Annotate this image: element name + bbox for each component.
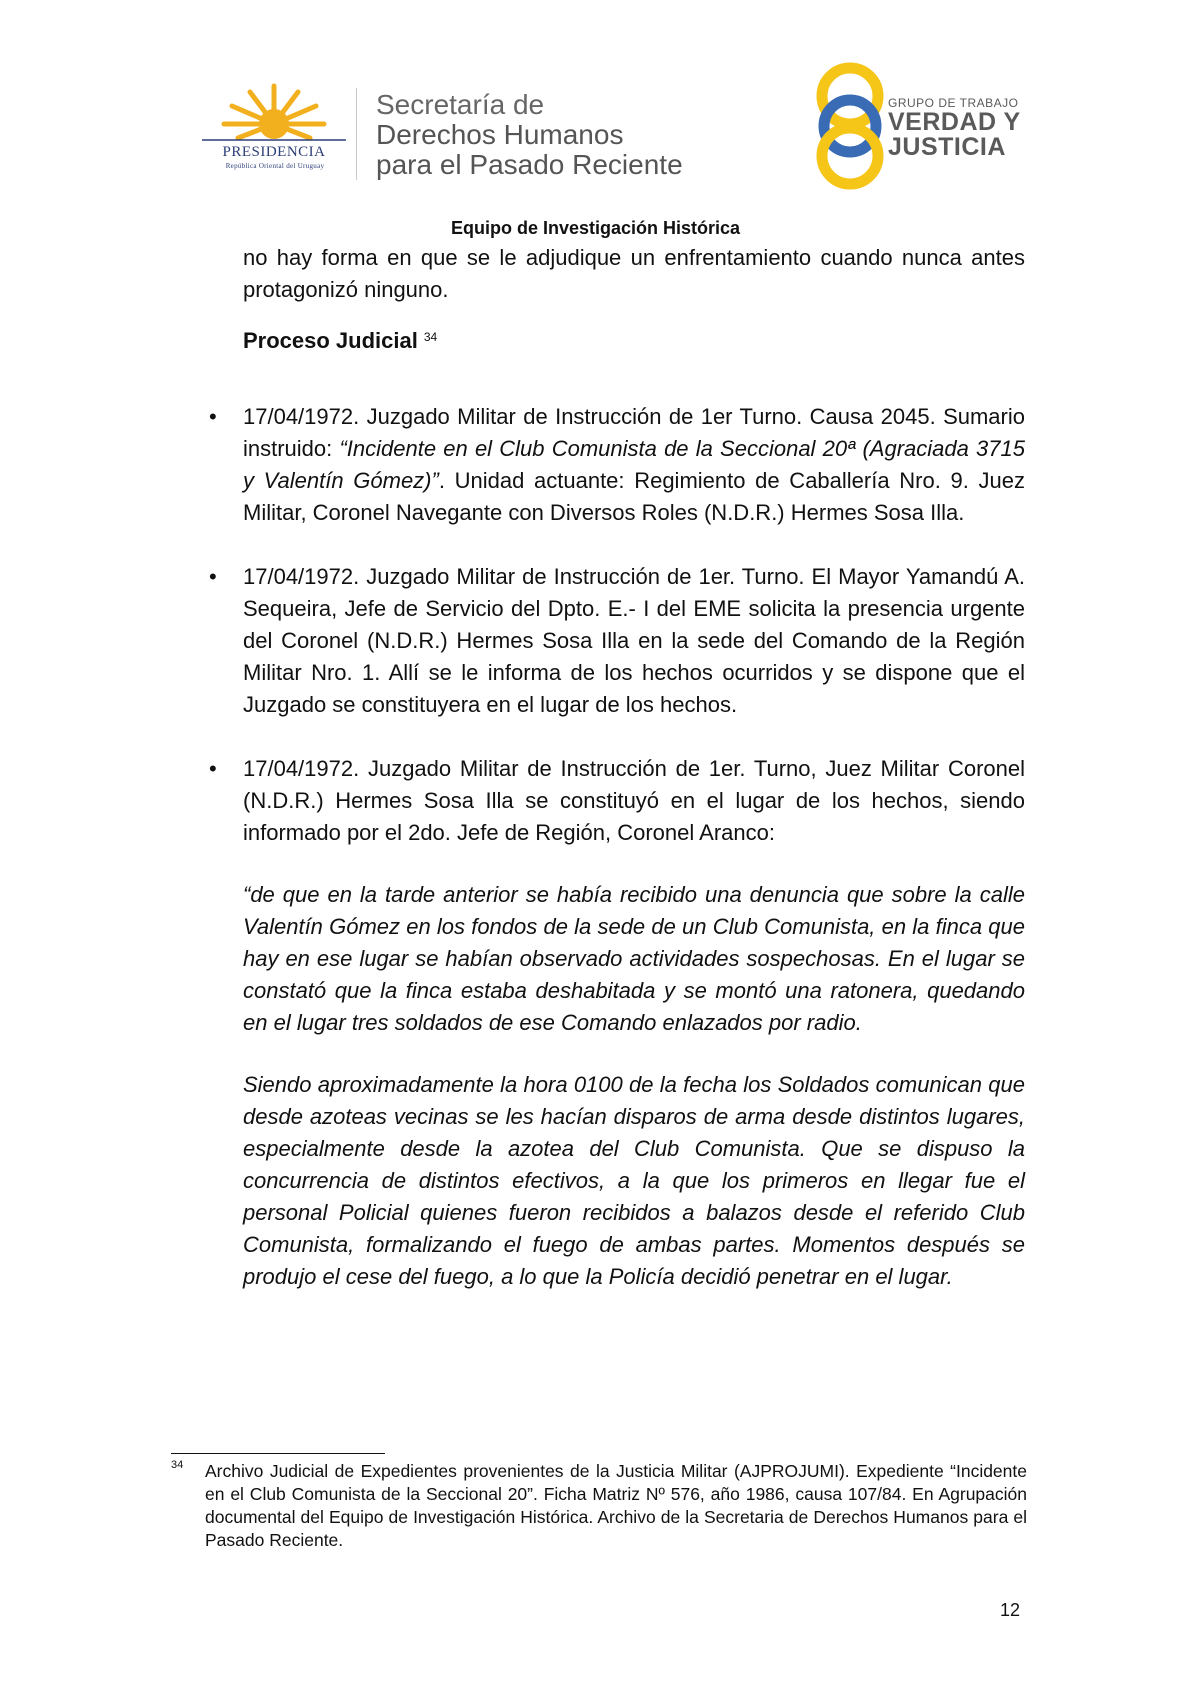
secretaria-line3: para el Pasado Reciente — [376, 149, 683, 180]
list-item — [243, 753, 1025, 1293]
grupo-trabajo-small: GRUPO DE TRABAJO — [888, 96, 1019, 110]
presidencia-subtitle: República Oriental del Uruguay — [225, 162, 325, 170]
quote-paragraph: Siendo aproximadamente la hora 0100 de la fecha los Soldados comunican que desde azoteas vecinas se les hacían disparos de arma desde distintos lugares, especialmente desde la azotea del Club Comunista. Que se dispuso la concurrencia de distintos efectivos, a la que los primeros en llegar fue el personal Policial quienes fueron recibidos a balazos desde el referido Club Comunista, formalizando el fuego de ambas partes. Momentos después se produjo el cese del fuego, a lo que la Policía decidió penetrar en el lugar. — [243, 1072, 1025, 1289]
grupo-verdad: VERDAD Y — [888, 108, 1021, 136]
page-header — [0, 0, 1191, 238]
secretaria-line2: Derechos Humanos — [376, 119, 624, 150]
section-heading-text: Proceso Judicial — [243, 328, 418, 353]
bullet3-text: 17/04/1972. Juzgado Militar de Instrucción de 1er. Turno, Juez Militar Coronel (N.D.R.) Hermes Sosa Illa se constituyó en el lugar de los hechos, siendo informado por el 2do. Jefe de Región, Coronel Aranco: — [243, 756, 1025, 845]
bullet1-text-a: 17/04/1972. Juzgado Militar de Instrucción de 1er Turno. Causa 2045. Sumario instruido: — [243, 404, 1025, 461]
section-heading — [243, 325, 1025, 357]
header-divider — [356, 88, 357, 180]
document-body — [243, 242, 1025, 1325]
bullet1-text-b: . Unidad actuante: Regimiento de Caballería Nro. 9. Juez Militar, Coronel Navegante con Diversos Roles (N.D.R.) Hermes Sosa Illa. — [243, 468, 1025, 525]
footnote-divider — [171, 1453, 385, 1454]
bullet1-quote: “Incidente en el Club Comunista de la Seccional 20ª (Agraciada 3715 y Valentín Gómez)” — [243, 436, 1025, 493]
page-number: 12 — [1000, 1600, 1021, 1620]
presidencia-label: PRESIDENCIA — [222, 144, 326, 160]
secretaria-line1: Secretaría de — [376, 89, 545, 120]
bullet-list — [243, 401, 1025, 1293]
grupo-trabajo-text — [888, 96, 1021, 160]
footnote-mark: 34 — [171, 1459, 184, 1471]
list-item — [243, 401, 1025, 529]
footnote-reference: 34 — [423, 330, 438, 344]
grupo-justicia: JUSTICIA — [888, 133, 1006, 161]
footnote-text: Archivo Judicial de Expedientes provenientes de la Justicia Militar (AJPROJUMI). Expediente “Incidente en el Club Comunista de la Seccional 20”. Ficha Matriz Nº 576, año 1986, causa 107/84. En Agrupación documental del Equipo de Investigación Histórica. Archivo de la Secretaria de Derechos Humanos para el Pasado Reciente. — [205, 1461, 1027, 1550]
quote-paragraph: “de que en la tarde anterior se había recibido una denuncia que sobre la calle Valentín Gómez en los fondos de la sede de un Club Comunista, en la finca que hay en ese lugar se habían observado actividades sospechosas. En el lugar se constató que la finca estaba deshabitada y se montó una ratonera, quedando en el lugar tres soldados de ese Comando enlazados por radio. — [243, 882, 1025, 1035]
secretaria-title — [376, 90, 683, 180]
list-item: • 17/04/1972. Juzgado Militar de Instrucción de 1er. Turno. El Mayor Yamandú A. Sequeira, Jefe de Servicio del Dpto. E.- I del EME solicita la presencia urgente del Coronel (N.D.R.) Hermes Sosa Illa en la sede del Comando de la Región Militar Nro. 1. Allí se le informa de los hechos ocurridos y se dispone que el Juzgado se constituyera en el lugar de los hechos. — [243, 561, 1025, 721]
intro-paragraph: no hay forma en que se le adjudique un enfrentamiento cuando nunca antes protagonizó ninguno. — [243, 245, 1025, 302]
team-title: Equipo de Investigación Histórica — [450, 218, 741, 238]
